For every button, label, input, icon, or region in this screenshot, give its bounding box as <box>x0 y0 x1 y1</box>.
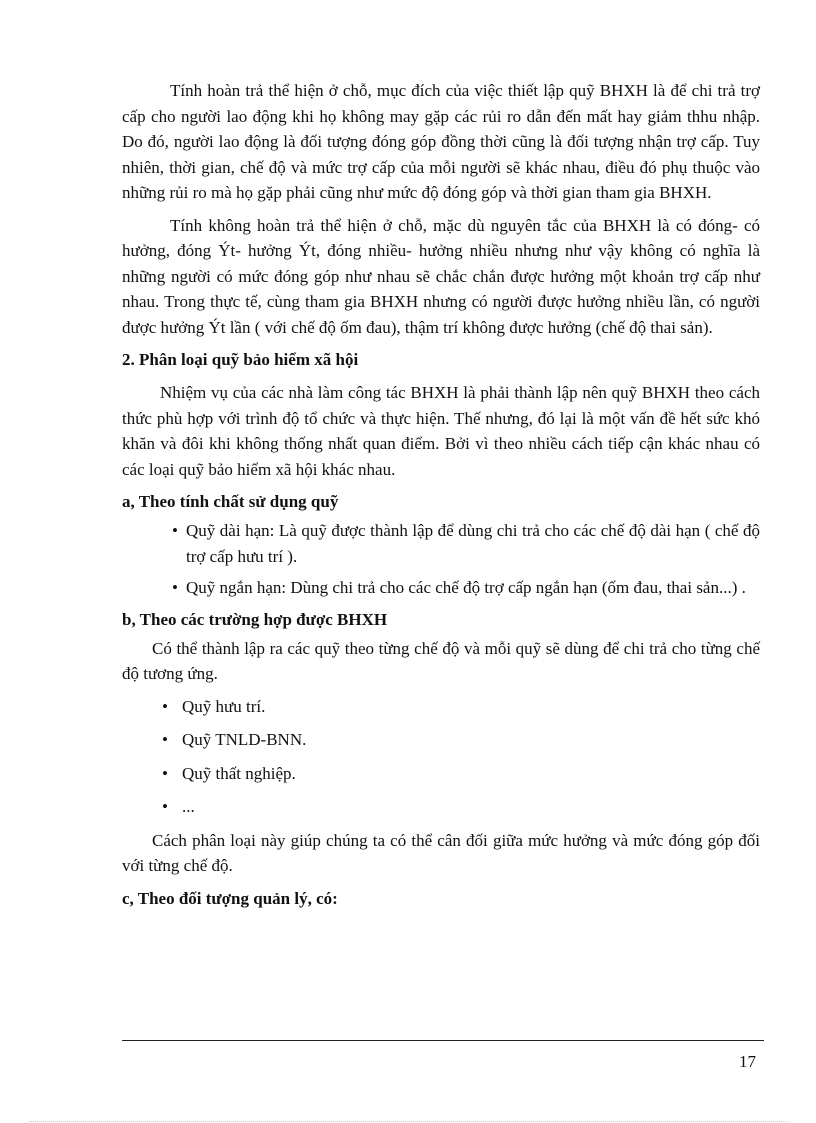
bullet-icon: • <box>162 730 168 749</box>
list-item <box>122 694 760 720</box>
footer-divider <box>122 1040 764 1041</box>
paragraph-khong-hoan-tra: Tính không hoàn trả thể hiện ở chỗ, mặc dù nguyên tắc của BHXH là có đóng- có hưởng, đóng Ýt- hưởng Ýt, đóng nhiều- hưởng nhiều nhưng như vậy không có nghĩa là những người có mức đóng góp như nhau sẽ chắc chắn được hưởng một khoản trợ cấp như nhau. Trong thực tế, cùng tham gia BHXH nhưng có người được hưởng nhiều lần, có người được hưởng Ýt lần ( với chế độ ốm đau), thậm trí không được hưởng (chế độ thai sản). <box>122 215 760 337</box>
list-item-text: Quỹ thất nghiệp. <box>182 763 296 783</box>
list-item-text: ... <box>182 797 195 816</box>
page-bottom-border <box>30 1121 786 1122</box>
subsection-heading-a: a, Theo tính chất sử dụng quỹ <box>122 492 339 511</box>
section-heading: 2. Phân loại quỹ bảo hiểm xã hội <box>122 350 359 369</box>
paragraph-can-doi: Cách phân loại này giúp chúng ta có thể cân đối giữa mức hưởng và mức đóng góp đối với từng chế độ. <box>122 830 760 875</box>
bullet-icon: • <box>162 797 168 816</box>
paragraph-che-do: Có thể thành lập ra các quỹ theo từng chế độ và mỗi quỹ sẽ dùng để chi trả cho từng chế độ tương ứng. <box>122 638 760 683</box>
bullet-icon: • <box>162 696 168 716</box>
list-item-text: Quỹ hưu trí. <box>182 696 266 716</box>
list-item-text: Quỹ TNLD-BNN. <box>182 730 307 749</box>
bullet-icon: • <box>172 521 178 540</box>
subsection-heading-b: b, Theo các trường hợp được BHXH <box>122 609 388 629</box>
bullet-icon: • <box>162 763 168 783</box>
paragraph-nhiem-vu: Nhiệm vụ của các nhà làm công tác BHXH là phải thành lập nên quỹ BHXH theo cách thức phù hợp với trình độ tổ chức và thực hiện. Thế nhưng, đó lại là một vấn đề hết sức khó khăn và đôi khi không thống nhất quan điểm. Bởi vì theo nhiều cách tiếp cận khác nhau có các loại quỹ bảo hiểm xã hội khác nhau. <box>122 383 760 479</box>
list-item <box>122 518 760 569</box>
list-item <box>122 761 760 787</box>
subsection-heading-c: c, Theo đối tượng quản lý, có: <box>122 888 338 908</box>
bullet-list-a <box>122 518 760 601</box>
bullet-list-b <box>122 694 760 820</box>
paragraph-hoan-tra: Tính hoàn trả thể hiện ở chỗ, mục đích của việc thiết lập quỹ BHXH là để chi trả trợ cấp cho người lao động khi họ không may gặp các rủi ro dẫn đến mất hay giảm thhu nhập. Do đó, người lao động là đối tượng đóng góp đồng thời cũng là đối tượng nhận trợ cấp. Tuy nhiên, thời gian, chế độ và mức trợ cấp của mỗi người sẽ khác nhau, điều đó phụ thuộc vào những rủi ro mà họ gặp phải cũng như mức độ đóng góp và thời gian tham gia BHXH. <box>122 81 760 202</box>
list-item-text: Quỹ dài hạn: Là quỹ được thành lập để dùng chi trả cho các chế độ dài hạn ( chế độ trợ cấp hưu trí ). <box>186 521 760 566</box>
list-item <box>122 727 760 753</box>
bullet-icon: • <box>172 578 178 597</box>
list-item <box>122 794 760 820</box>
page-number: 17 <box>739 1052 756 1071</box>
page-body <box>122 78 760 919</box>
list-item-text: Quỹ ngắn hạn: Dùng chi trả cho các chế độ trợ cấp ngắn hạn (ốm đau, thai sản...) . <box>186 578 746 597</box>
list-item <box>122 575 760 601</box>
